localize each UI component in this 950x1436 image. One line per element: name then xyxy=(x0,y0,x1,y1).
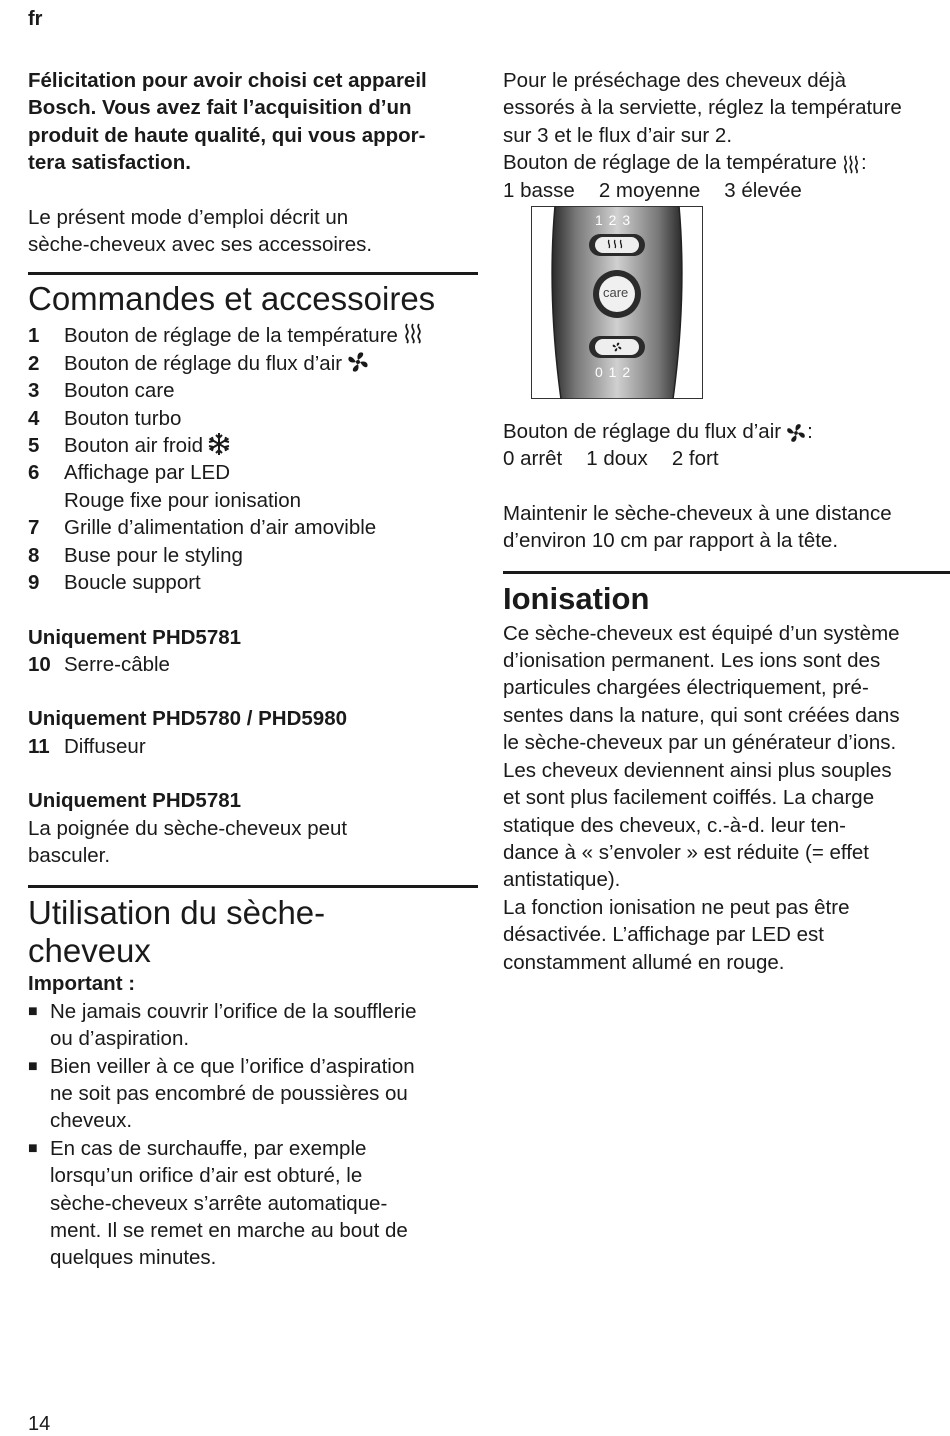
temp-levels xyxy=(503,177,950,204)
ion-line: constamment allumé en rouge. xyxy=(503,950,785,974)
item-number: 11 xyxy=(28,734,50,758)
title-line: cheveux xyxy=(28,932,151,970)
temp-level: 3 élevée xyxy=(724,178,802,202)
air-heading: Bouton de réglage du flux d’air : xyxy=(503,420,813,444)
list-item xyxy=(28,487,478,514)
list-item xyxy=(28,322,478,349)
ion-line: statique des cheveux, c.-à-d. leur ten- xyxy=(503,813,846,837)
item-label: Bouton air froid xyxy=(64,434,204,458)
item-number: 8 xyxy=(28,543,40,567)
square-bullet-icon: ■ xyxy=(28,1057,38,1075)
item-number: 9 xyxy=(28,571,40,595)
bullet-item xyxy=(28,998,478,1053)
distance-line: Maintenir le sèche-cheveux à une distance xyxy=(503,501,892,525)
ion-line: désactivée. L’affichage par LED est xyxy=(503,923,824,947)
ion-line: particules chargées électriquement, pré- xyxy=(503,676,869,700)
left-column xyxy=(28,67,478,1272)
bullet-item xyxy=(28,1053,478,1135)
air-heading-text: Bouton de réglage du flux d’air xyxy=(503,420,782,444)
ion-line: sentes dans la nature, qui sont créées dans xyxy=(503,703,900,727)
bullet-list xyxy=(28,998,478,1272)
heat-icon xyxy=(402,322,424,344)
page-number: 14 xyxy=(28,1413,51,1435)
section-divider xyxy=(28,885,478,888)
fan-icon xyxy=(785,422,807,444)
item-label: Buse pour le styling xyxy=(64,543,243,567)
section-title-ionisation: Ionisation xyxy=(503,580,650,616)
list-item xyxy=(28,651,478,678)
intro-line: Félicitation pour avoir choisi cet appareil xyxy=(28,69,427,92)
controls-list xyxy=(28,322,478,596)
distance-line: d’environ 10 cm par rapport à la tête. xyxy=(503,529,839,553)
fan-icon xyxy=(346,350,370,374)
ion-line: d’ionisation permanent. Les ions sont des xyxy=(503,649,881,673)
item-label: Bouton turbo xyxy=(64,406,182,430)
item-label: Bouton de réglage du flux d’air xyxy=(64,351,343,375)
item-label: Boucle support xyxy=(64,571,201,595)
predry-line: Pour le préséchage des cheveux déjà xyxy=(503,69,847,92)
heat-icon xyxy=(841,154,861,174)
bullet-line: ou d’aspiration. xyxy=(50,1027,190,1051)
model-heading: Uniquement PHD5780 / PHD5980 xyxy=(28,707,348,731)
list-item xyxy=(28,542,478,569)
predry-line: sur 3 et le flux d’air sur 2. xyxy=(503,123,733,147)
care-button: care xyxy=(603,285,629,301)
intro-line: produit de haute qualité, qui vous appor- xyxy=(28,123,426,147)
bullet-line: Ne jamais couvrir l’orifice de la soufflerie xyxy=(50,999,417,1023)
item-number: 1 xyxy=(28,324,40,348)
bullet-line: ment. Il se remet en marche au bout de xyxy=(50,1219,408,1242)
ion-line: dance à « s’envoler » est réduite (= effet xyxy=(503,840,870,864)
airflow-scale: 0 1 2 xyxy=(595,364,632,381)
item-label: Serre-câble xyxy=(64,652,170,676)
item-number: 6 xyxy=(28,461,40,485)
predry-line: essorés à la serviette, réglez la température xyxy=(503,96,902,120)
intro-bold xyxy=(28,67,478,177)
right-column xyxy=(503,67,950,976)
list-item xyxy=(28,432,478,459)
model-heading: Uniquement PHD5781 xyxy=(28,625,242,649)
item-number: 4 xyxy=(28,406,40,430)
square-bullet-icon: ■ xyxy=(28,1002,38,1020)
item-label: Rouge fixe pour ionisation xyxy=(64,488,302,512)
model-text-line: basculer. xyxy=(28,843,111,867)
temp-level: 1 basse xyxy=(503,178,575,202)
list-item xyxy=(28,350,478,377)
intro-line: tera satisfaction. xyxy=(28,151,191,175)
bullet-line: Bien veiller à ce que l’orifice d’aspiration xyxy=(50,1054,415,1078)
temp-scale: 1 2 3 xyxy=(595,212,632,229)
item-label: Grille d’alimentation d’air amovible xyxy=(64,516,377,540)
section-divider xyxy=(28,272,478,275)
snowflake-icon xyxy=(207,432,231,456)
ion-line: Les cheveux deviennent ainsi plus souples xyxy=(503,758,892,782)
intro-text-line: Le présent mode d’emploi décrit un xyxy=(28,205,349,229)
air-level: 0 arrêt xyxy=(503,447,563,471)
air-levels xyxy=(503,445,950,472)
bullet-line: En cas de surchauffe, par exemple xyxy=(50,1136,367,1160)
list-item xyxy=(28,514,478,541)
ion-line: Ce sèche-cheveux est équipé d’un système xyxy=(503,621,900,645)
temp-level: 2 moyenne xyxy=(598,178,701,202)
item-number: 2 xyxy=(28,351,40,375)
list-item xyxy=(28,733,478,760)
bullet-line: ne soit pas encombré de poussières ou xyxy=(50,1081,408,1105)
air-level: 2 fort xyxy=(671,447,719,471)
ionisation-text xyxy=(503,620,950,976)
section-divider xyxy=(503,571,950,574)
square-bullet-icon: ■ xyxy=(28,1139,38,1157)
ion-line: le sèche-cheveux par un générateur d’ions. xyxy=(503,731,897,755)
section-title-utilisation xyxy=(28,894,478,970)
item-number: 10 xyxy=(28,652,51,676)
intro-text-line: sèche-cheveux avec ses accessoires. xyxy=(28,233,373,257)
item-label: Diffuseur xyxy=(64,734,146,758)
item-number: 5 xyxy=(28,434,40,458)
item-number: 3 xyxy=(28,379,40,403)
bullet-line: quelques minutes. xyxy=(50,1246,217,1270)
item-label: Bouton care xyxy=(64,379,175,403)
ion-line: antistatique). xyxy=(503,868,621,892)
model-heading: Uniquement PHD5781 xyxy=(28,789,242,813)
air-level: 1 doux xyxy=(586,447,648,471)
language-code: fr xyxy=(28,8,43,30)
item-number: 7 xyxy=(28,516,40,540)
model-text-line: La poignée du sèche-cheveux peut xyxy=(28,816,348,840)
bullet-line: sèche-cheveux s’arrête automatique- xyxy=(50,1191,388,1215)
item-label: Affichage par LED xyxy=(64,461,231,485)
intro-line: Bosch. Vous avez fait l’acquisition d’un xyxy=(28,96,412,120)
hair-dryer-illustration xyxy=(531,206,703,399)
bullet-item xyxy=(28,1135,478,1272)
list-item xyxy=(28,459,478,486)
temp-heading: Bouton de réglage de la température : xyxy=(503,151,867,175)
item-label: Bouton de réglage de la température xyxy=(64,324,398,348)
temp-heading-text: Bouton de réglage de la température xyxy=(503,151,837,175)
list-item xyxy=(28,405,478,432)
title-line: Utilisation du sèche- xyxy=(28,894,326,932)
bullet-line: lorsqu’un orifice d’air est obturé, le xyxy=(50,1164,363,1188)
important-label: Important : xyxy=(28,972,136,996)
section-title-commandes: Commandes et accessoires xyxy=(28,280,436,318)
ion-line: La fonction ionisation ne peut pas être xyxy=(503,895,850,919)
item-number xyxy=(28,487,64,514)
bullet-line: cheveux. xyxy=(50,1109,133,1133)
list-item xyxy=(28,377,478,404)
list-item xyxy=(28,569,478,596)
ion-line: et sont plus facilement coiffés. La charge xyxy=(503,786,875,810)
